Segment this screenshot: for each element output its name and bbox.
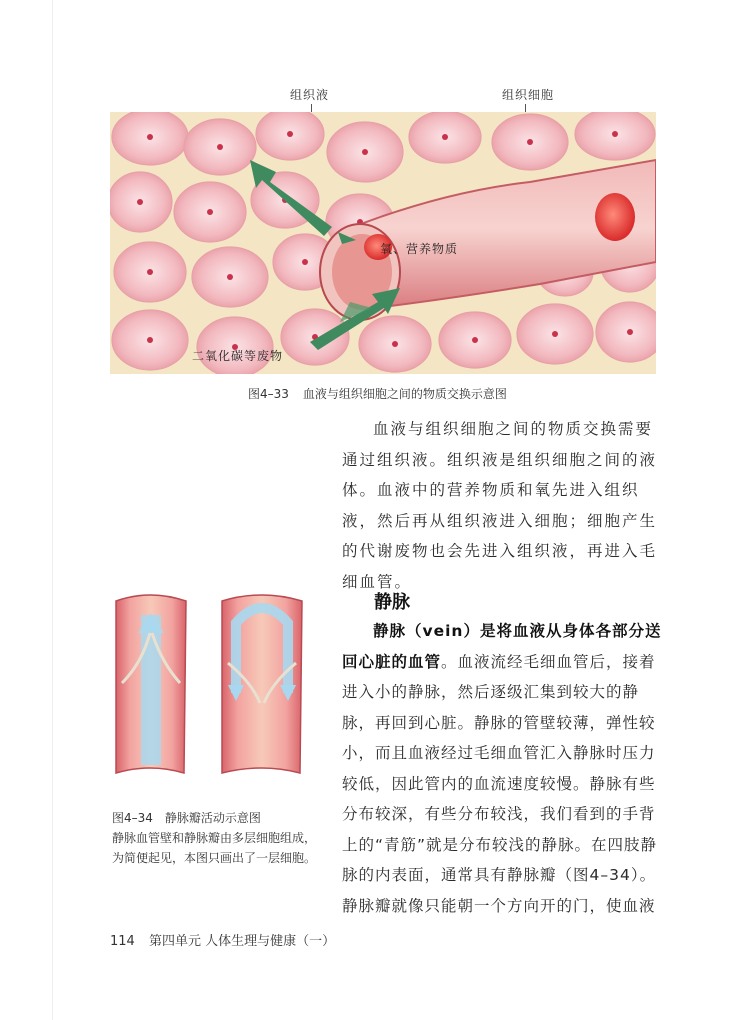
page-number: 114: [110, 934, 135, 949]
label-tissue-cells: 组织细胞: [502, 88, 555, 102]
figure2-caption: [112, 808, 322, 868]
footer-title: 人体生理与健康（一）: [205, 934, 336, 949]
label-co2-waste: 二氧化碳等废物: [192, 349, 284, 363]
figure-vein-valve: [112, 593, 312, 778]
page-footer: [110, 930, 335, 949]
vein-body-text: 。血液流经毛细血管后，接着进入小的静脉，然后逐级汇集到较大的静脉，再回到心脏。静脉的管壁较薄，弹性较小，而且血液经过毛细血管汇入静脉时压力较低，因此管内的血流速度较慢。静脉有些分布较深，有些分布较浅，我们看到的手背上的“青筋”就是分布较浅的静脉。在四肢静脉的内表面，通常具有静脉瓣（图4–34）。静脉瓣就像只能朝一个方向开的门，使血液: [342, 652, 658, 915]
section-heading: 静脉: [374, 592, 410, 613]
paragraph-vein: [342, 616, 664, 921]
label-tissue-fluid: 组织液: [290, 88, 330, 102]
footer-unit: 第四单元: [148, 934, 201, 949]
paragraph-tissue-fluid: 血液与组织细胞之间的物质交换需要通过组织液。组织液是组织细胞之间的液体。血液中的营养物质和氧先进入组织液，然后再从组织液进入细胞；细胞产生的代谢废物也会先进入组织液，再进入毛细血管。: [342, 420, 658, 591]
figure-vein-valve-illustration: [112, 593, 312, 778]
page-edge: [52, 0, 53, 1020]
vein-definition: 静脉（vein）是将血液从身体各部分送回心脏的血管: [342, 622, 662, 671]
figure-material-exchange: [110, 112, 656, 374]
figure2-caption-title: 静脉瓣活动示意图: [164, 811, 261, 825]
figure2-caption-number: 图4–34: [112, 811, 153, 825]
figure1-caption: [248, 385, 507, 402]
label-oxygen-nutrients: 氧、营养物质: [380, 242, 459, 256]
figure1-caption-text: 血液与组织细胞之间的物质交换示意图: [302, 387, 507, 401]
figure2-caption-note: 静脉血管壁和静脉瓣由多层细胞组成，为简便起见，本图只画出了一层细胞。: [112, 831, 317, 865]
figure2-caption-title-line: [112, 808, 322, 828]
figure1-caption-number: 图4–33: [248, 387, 289, 401]
